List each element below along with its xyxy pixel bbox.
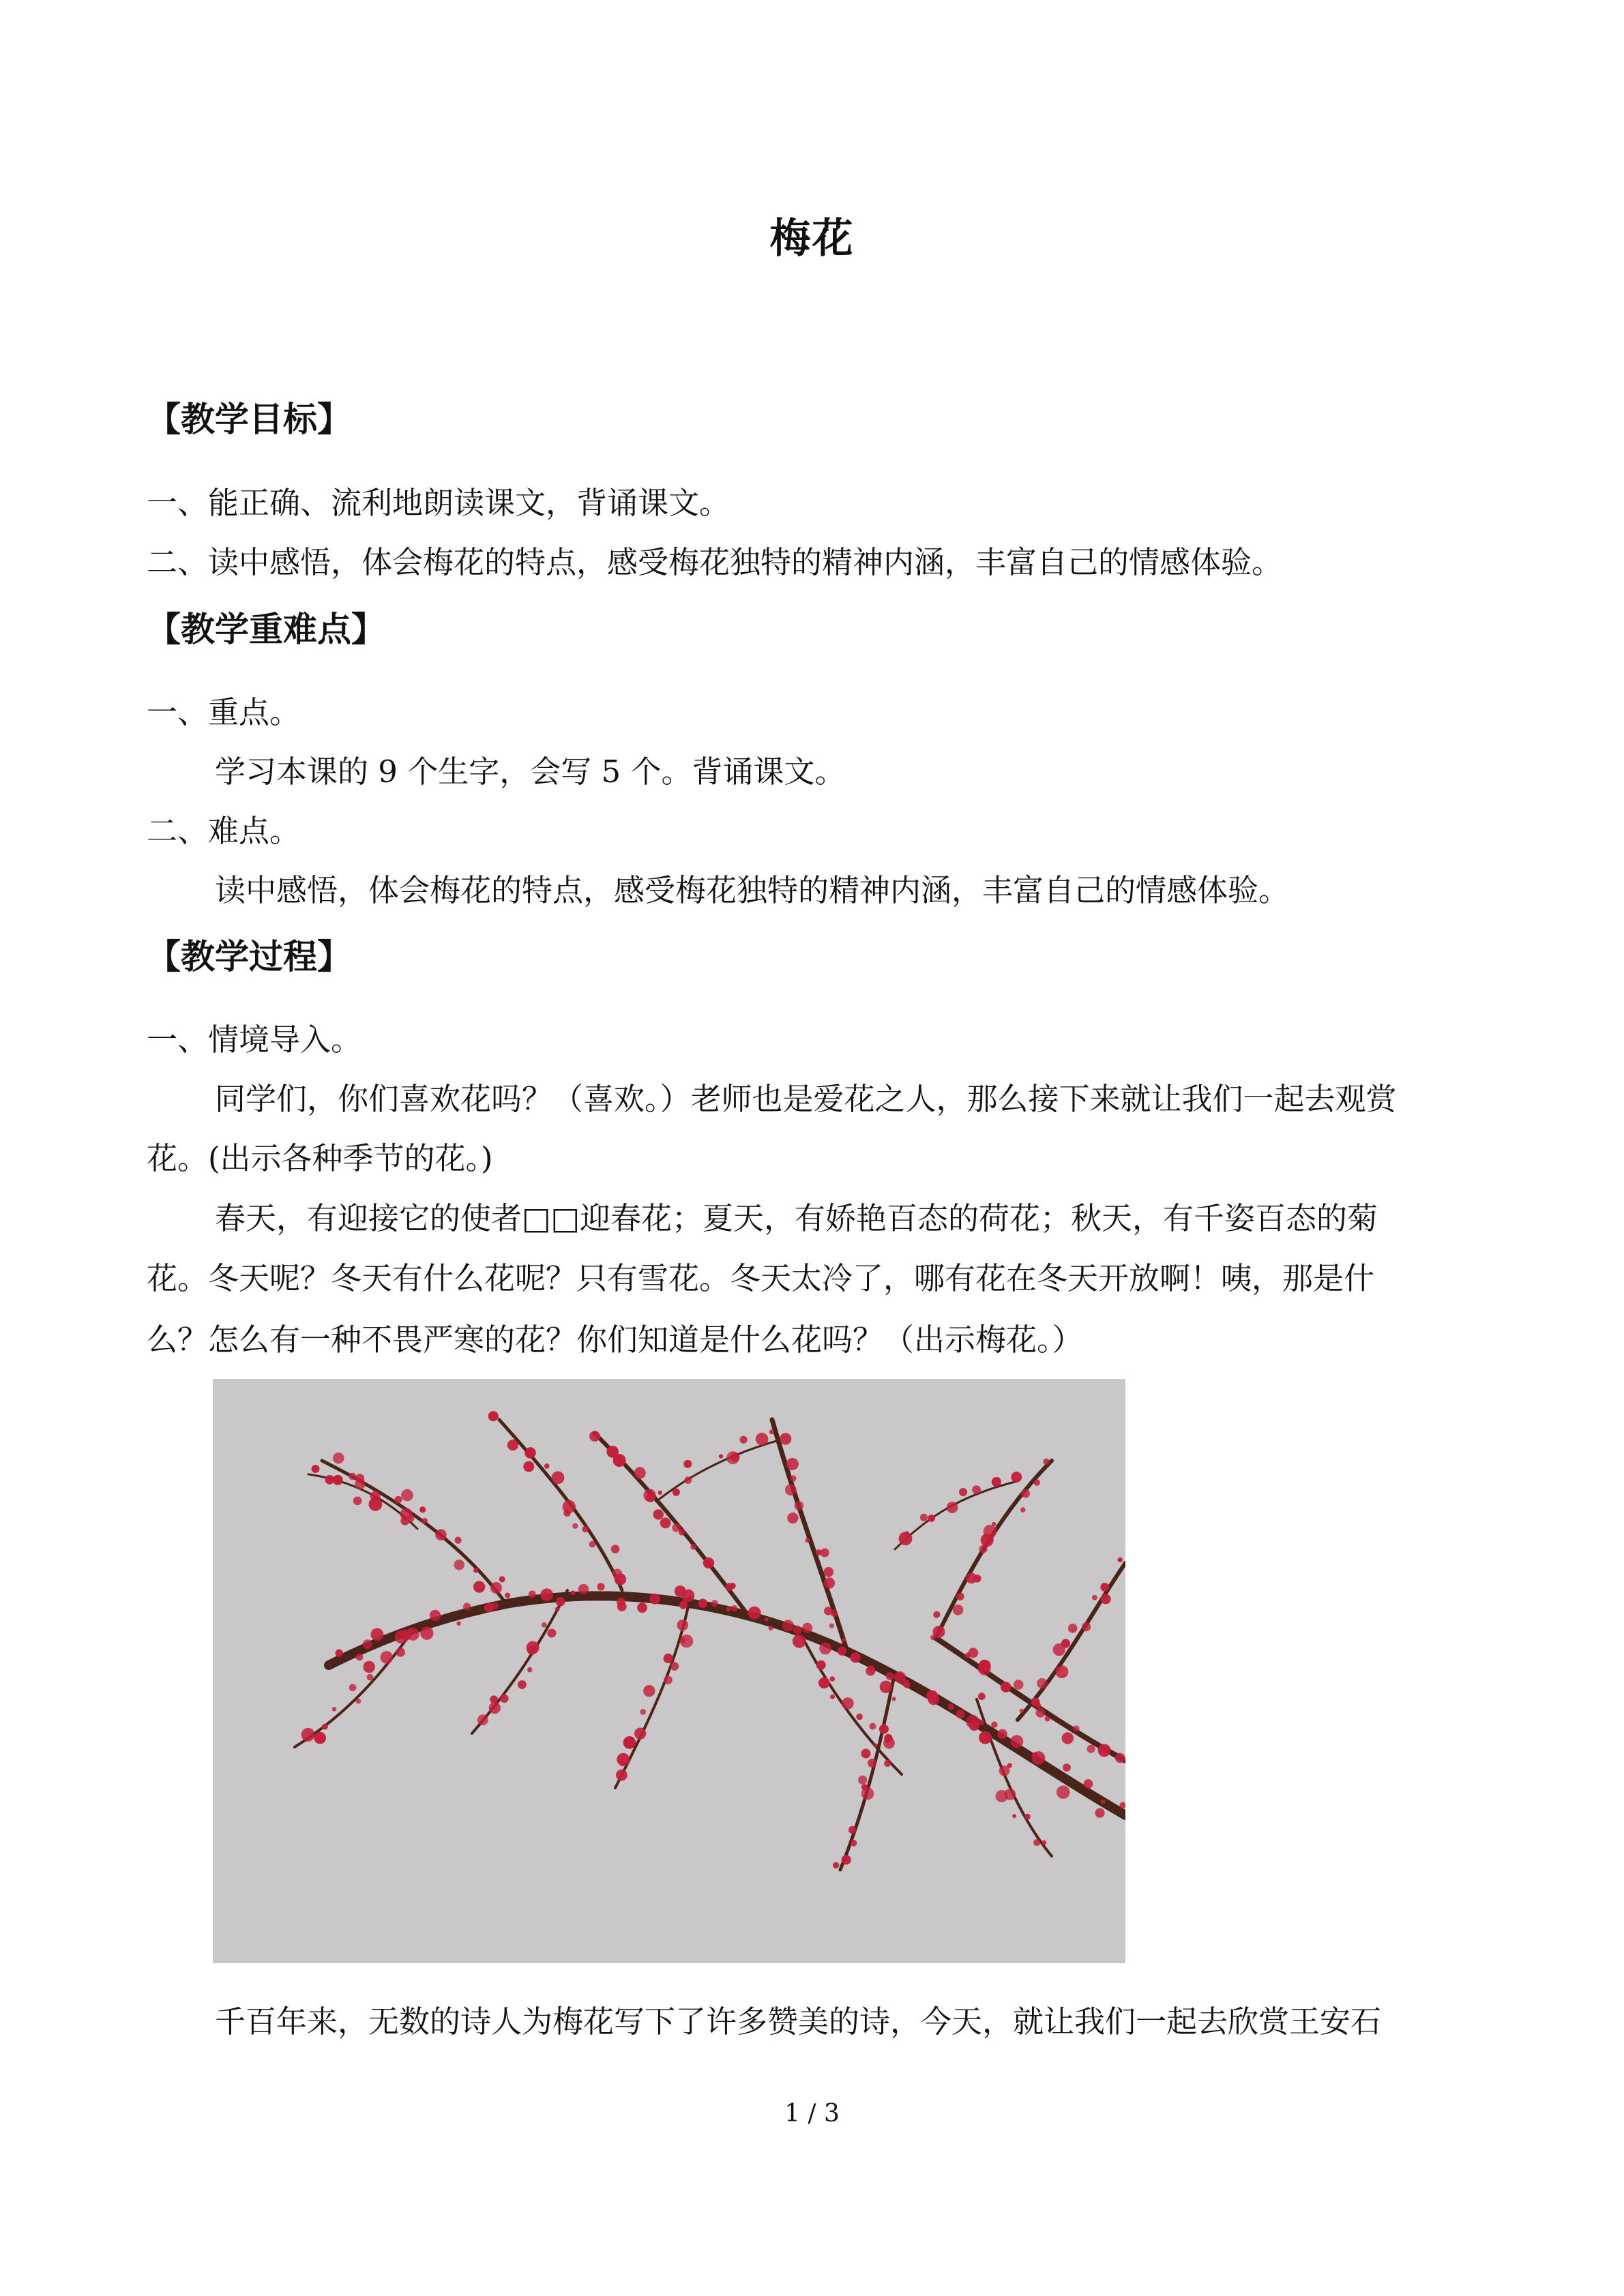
blossom [507, 1440, 518, 1450]
blossom [947, 1502, 958, 1513]
plum-blossom-photo [213, 1379, 1125, 1963]
blossom [673, 1489, 680, 1496]
blossom [1115, 1753, 1125, 1763]
blossom [731, 1605, 737, 1611]
blossom [473, 1581, 485, 1592]
blossom [353, 1497, 362, 1506]
blossom [488, 1411, 499, 1421]
document-title: 梅花 [769, 215, 855, 263]
blossom [824, 1577, 835, 1588]
blossom [786, 1458, 799, 1470]
blossom [679, 1600, 688, 1609]
blossom [660, 1518, 671, 1529]
blossom [1021, 1489, 1030, 1498]
blossom [1007, 1763, 1012, 1768]
blossom [336, 1650, 343, 1657]
blossom [726, 1607, 731, 1611]
blossom [861, 1787, 874, 1800]
blossom [400, 1517, 409, 1525]
blossom [858, 1776, 867, 1785]
blossom [563, 1500, 576, 1513]
blossom [992, 1477, 1001, 1487]
blossom [904, 1682, 911, 1688]
blossom [672, 1523, 681, 1532]
blossom [1020, 1507, 1025, 1512]
blossom [684, 1476, 692, 1484]
blossom [884, 1760, 891, 1767]
key-point-label-2: 二、难点。 [147, 813, 301, 849]
process-paragraph-1-line-1: 同学们，你们喜欢花吗？（喜欢。）老师也是爱花之人，那么接下来就让我们一起去观赏 [215, 1081, 1397, 1117]
blossom [500, 1695, 508, 1703]
blossom [680, 1637, 685, 1643]
process-paragraph-2-line-1: 春天，有迎接它的使者□□迎春花；夏天，有娇艳百态的荷花；秋天，有千姿百态的菊 [215, 1200, 1378, 1236]
blossom [851, 1840, 857, 1847]
blossom [886, 1672, 894, 1680]
blossom [420, 1627, 433, 1640]
blossom [1045, 1716, 1050, 1721]
blossom [1056, 1665, 1069, 1678]
blossom [829, 1676, 835, 1682]
blossom [556, 1597, 565, 1607]
blossom [884, 1734, 892, 1742]
blossom [873, 1743, 877, 1747]
blossom [928, 1694, 939, 1705]
blossom [419, 1506, 426, 1512]
blossom [527, 1667, 532, 1672]
blossom [765, 1617, 769, 1622]
blossom [1082, 1622, 1091, 1631]
blossom [643, 1489, 656, 1502]
process-step-1-label: 一、情境导入。 [147, 1022, 362, 1058]
blossom [698, 1599, 708, 1609]
blossom [430, 1610, 441, 1621]
blossom [396, 1648, 405, 1657]
blossom [523, 1461, 534, 1472]
key-point-text-1: 学习本课的 9 个生字，会写 5 个。背诵课文。 [215, 754, 846, 790]
blossom [1001, 1682, 1011, 1692]
blossom [818, 1678, 829, 1688]
blossom [719, 1455, 723, 1459]
blossom [325, 1475, 334, 1485]
blossom [711, 1600, 718, 1607]
blossom [1011, 1472, 1022, 1482]
blossom [894, 1671, 906, 1683]
blossom [422, 1518, 428, 1524]
blossom [1037, 1678, 1047, 1688]
blossom [653, 1509, 664, 1519]
blossom [829, 1624, 834, 1628]
blossom [782, 1620, 794, 1631]
blossom [848, 1826, 856, 1834]
blossom [664, 1675, 673, 1684]
blossom [634, 1728, 646, 1740]
blossom [998, 1729, 1007, 1739]
blossom [499, 1576, 505, 1582]
process-paragraph-1-line-2: 花。(出示各种季节的花。) [147, 1140, 493, 1176]
blossom [1036, 1708, 1046, 1718]
blossom [463, 1602, 471, 1610]
blossom [1101, 1594, 1111, 1605]
blossom [356, 1699, 361, 1704]
blossom [830, 1695, 835, 1699]
blossom [571, 1591, 575, 1595]
blossom [953, 1605, 964, 1615]
blossom [1092, 1595, 1097, 1600]
blossom [456, 1622, 460, 1626]
key-point-text-2: 读中感悟，体会梅花的特点，感受梅花独特的精神内涵，丰富自己的情感体验。 [215, 872, 1290, 908]
blossom [1098, 1744, 1111, 1757]
blossom [677, 1620, 688, 1630]
blossom [795, 1501, 804, 1510]
blossom [984, 1525, 997, 1538]
blossom [920, 1514, 928, 1521]
process-paragraph-2-line-3: 么？怎么有一种不畏严寒的花？你们知道是什么花吗？（出示梅花。） [147, 1322, 1083, 1358]
blossom [740, 1436, 748, 1444]
plum-blossom-illustration [213, 1379, 1125, 1963]
blossom [1100, 1583, 1109, 1592]
blossom [805, 1538, 810, 1542]
blossom [435, 1529, 447, 1540]
blossom [833, 1862, 839, 1868]
blossom [1014, 1680, 1024, 1690]
blossom [870, 1723, 876, 1730]
blossom [979, 1731, 992, 1744]
blossom [780, 1433, 791, 1444]
blossom [542, 1622, 547, 1628]
blossom [518, 1680, 527, 1689]
key-point-label-1: 一、重点。 [147, 694, 301, 730]
blossom [314, 1732, 326, 1744]
blossom [454, 1537, 461, 1544]
blossom [1010, 1735, 1023, 1748]
blossom [1057, 1785, 1070, 1799]
blossom [540, 1588, 553, 1601]
blossom [312, 1465, 320, 1473]
blossom [371, 1628, 384, 1641]
blossom [1012, 1814, 1016, 1818]
blossom [748, 1607, 761, 1620]
blossom [658, 1491, 662, 1495]
blossom [933, 1626, 945, 1638]
blossom [787, 1512, 798, 1523]
blossom [856, 1714, 863, 1720]
blossom [956, 1710, 965, 1718]
blossom [401, 1489, 413, 1502]
blossom [490, 1582, 502, 1594]
blossom [597, 1583, 604, 1590]
blossom [793, 1635, 806, 1648]
blossom [726, 1583, 734, 1591]
blossom [355, 1478, 366, 1489]
blossom [578, 1584, 589, 1594]
blossom [959, 1488, 967, 1496]
blossom [842, 1638, 846, 1643]
blossom [730, 1452, 739, 1461]
blossom [1073, 1725, 1079, 1731]
blossom [552, 1472, 565, 1485]
blossom [851, 1652, 861, 1663]
blossom [1062, 1732, 1074, 1744]
blossom [973, 1575, 981, 1583]
blossom [606, 1446, 619, 1458]
blossom [880, 1681, 892, 1693]
blossom [1087, 1745, 1095, 1753]
blossom [683, 1460, 692, 1468]
goal-item-2: 二、读中感悟，体会梅花的特点，感受梅花独特的精神内涵，丰富自己的情感体验。 [147, 544, 1283, 580]
blossom [356, 1654, 364, 1661]
blossom [634, 1467, 646, 1478]
blossom [572, 1523, 578, 1529]
blossom [611, 1545, 620, 1553]
blossom [637, 1602, 647, 1613]
blossom [643, 1685, 655, 1697]
blossom [1118, 1557, 1123, 1562]
blossom [838, 1647, 846, 1656]
blossom [892, 1697, 896, 1701]
blossom [966, 1715, 979, 1729]
blossom [1042, 1840, 1046, 1845]
blossom [473, 1568, 478, 1572]
page-number: 1 / 3 [784, 2100, 840, 2128]
blossom [793, 1626, 802, 1635]
blossom [589, 1541, 596, 1548]
blossom [1101, 1800, 1106, 1804]
blossom [1033, 1839, 1040, 1846]
section-heading-goals: 【教学目标】 [147, 400, 351, 439]
blossom [769, 1429, 774, 1434]
blossom [525, 1447, 536, 1459]
blossom [527, 1645, 537, 1655]
blossom [785, 1484, 797, 1495]
section-heading-process: 【教学过程】 [147, 937, 351, 976]
blossom [1063, 1763, 1071, 1772]
blossom [1031, 1698, 1040, 1707]
process-paragraph-2-line-2: 花。冬天呢？冬天有什么花呢？只有雪花。冬天太冷了，哪有花在冬天开放啊！咦，那是什 [147, 1260, 1375, 1296]
blossom [349, 1473, 356, 1480]
blossom [1095, 1808, 1104, 1818]
blossom [769, 1626, 773, 1630]
blossom [861, 1749, 871, 1759]
blossom [332, 1707, 337, 1712]
blossom [616, 1770, 628, 1781]
blossom [928, 1515, 935, 1522]
blossom [589, 1431, 600, 1442]
blossom [505, 1593, 510, 1598]
blossom [369, 1497, 383, 1511]
blossom [454, 1560, 464, 1570]
blossom [948, 1703, 955, 1710]
blossom [623, 1736, 636, 1749]
blossom [868, 1759, 876, 1768]
blossom [842, 1697, 854, 1710]
blossom [879, 1725, 889, 1734]
blossom [367, 1674, 374, 1681]
blossom [582, 1526, 589, 1533]
blossom [649, 1594, 660, 1605]
blossom [965, 1652, 971, 1658]
blossom [670, 1662, 679, 1671]
blossom [802, 1623, 812, 1633]
blossom [544, 1463, 550, 1469]
blossom [978, 1663, 991, 1675]
blossom [1032, 1753, 1037, 1758]
blossom [675, 1585, 686, 1597]
blossom [972, 1485, 981, 1494]
blossom [1043, 1459, 1049, 1465]
blossom [547, 1629, 556, 1638]
blossom [407, 1628, 419, 1641]
blossom [489, 1702, 501, 1714]
blossom [640, 1709, 646, 1715]
blossom [933, 1611, 940, 1618]
blossom [956, 1592, 964, 1600]
blossom [703, 1557, 714, 1568]
blossom [690, 1544, 696, 1550]
blossom [1020, 1709, 1024, 1713]
blossom [363, 1639, 372, 1649]
blossom [333, 1452, 344, 1464]
blossom [756, 1433, 769, 1446]
blossom [1068, 1624, 1078, 1633]
blossom [1024, 1814, 1031, 1820]
goal-item-1: 一、能正确、流利地朗读课文，背诵课文。 [147, 485, 730, 521]
blossom [529, 1591, 536, 1598]
blossom [819, 1643, 831, 1655]
process-paragraph-3-line-1: 千百年来，无数的诗人为梅花写下了许多赞美的诗，今天，就让我们一起去欣赏王安石 [215, 2003, 1382, 2040]
blossom [381, 1651, 394, 1664]
blossom [1004, 1789, 1016, 1800]
section-heading-key-points: 【教学重难点】 [147, 610, 385, 649]
blossom [395, 1496, 402, 1504]
blossom [978, 1693, 986, 1700]
blossom [484, 1603, 494, 1613]
blossom [790, 1476, 796, 1482]
blossom [824, 1607, 832, 1615]
blossom [992, 1522, 996, 1526]
blossom [1061, 1639, 1070, 1648]
blossom [1034, 1479, 1040, 1485]
blossom [978, 1720, 984, 1726]
blossom [904, 1531, 910, 1536]
blossom [301, 1728, 315, 1742]
blossom [991, 1722, 997, 1728]
blossom [612, 1569, 622, 1579]
blossom [322, 1724, 328, 1730]
blossom [363, 1661, 375, 1673]
blossom [617, 1598, 625, 1607]
blossom [477, 1714, 488, 1725]
blossom [824, 1567, 834, 1577]
blossom [555, 1607, 560, 1611]
blossom [349, 1684, 357, 1691]
blossom [1084, 1779, 1093, 1789]
blossom [816, 1660, 826, 1670]
blossom [842, 1855, 851, 1864]
blossom [868, 1665, 874, 1672]
blossom [619, 1760, 626, 1767]
blossom [664, 1654, 673, 1663]
blossom [816, 1549, 822, 1555]
